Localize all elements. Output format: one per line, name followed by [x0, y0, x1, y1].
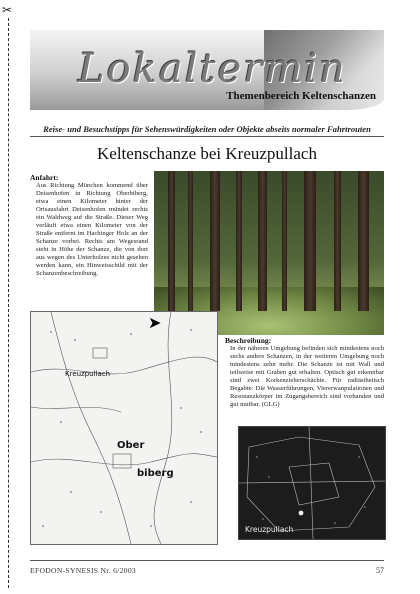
- footer-divider: [30, 560, 384, 561]
- anfahrt-text: Aus Richtung München kommend über Deisenhofen in Richtung Oberbiberg, etwa einen Kilometer hinter der Ortsausfahrt Deisenhofen mündet rechts ein Waldweg auf die Straße. Dieser Weg verläuft etwa einen Kilometer von der Straße entfernt im Hachinger Holz an der Schanze vorbei. Rechts am Wegesrand steht in Höhe der Schanze, die von dort aus wegen des Unterholzes nicht gesehen werden kann, ein Hinweisschild mit der Schanzenbeschreibung.: [36, 182, 148, 277]
- tree-trunk: [282, 171, 287, 311]
- beschreibung-text: In der näheren Umgebung befinden sich mindestens noch sechs andere Schanzen, in der weiteren Umgebung noch mindestens zehn mehr. Die Schanze ist mit Wall und teilweise mit Graben gut erhalten. Optisch gut erkennbar sind zwei Korkenzieherschächte. Für radiästhetisch Begabte: Die Wasserführungen, Viererwanpulationen und Resonanzkörper im Zugangsbereich sind vorhanden und gut mutbar. (GLG): [230, 345, 384, 408]
- survey-plan-label: Kreuzpullach: [245, 525, 294, 534]
- cut-line: [8, 18, 9, 588]
- tree-trunk: [188, 171, 193, 311]
- map-label-kreuzpullach: Kreuzpullach: [65, 370, 111, 378]
- map-label-biberg: biberg: [137, 468, 174, 479]
- tagline: Reise- und Besuchstipps für Sehenswürdigkeiten oder Objekte abseits normaler Fahrtrouten: [43, 124, 371, 134]
- survey-plan-drawing: [239, 427, 385, 539]
- beschreibung-heading: Beschreibung:: [225, 336, 272, 345]
- topic-subtitle: Themenbereich Keltenschanzen: [226, 90, 376, 102]
- survey-plan: [238, 426, 386, 540]
- arrow-pointer-icon: ➤: [148, 315, 162, 332]
- scissors-icon: ✂: [2, 3, 13, 17]
- page-number: 57: [376, 566, 384, 575]
- map-label-ober: Ober: [117, 440, 145, 451]
- publication-info: EFODON-SYNESIS Nr. 6/2003: [30, 566, 137, 575]
- anfahrt-heading: Anfahrt:: [30, 173, 59, 182]
- header-banner: [30, 30, 384, 110]
- article-headline: Keltenschanze bei Kreuzpullach: [97, 144, 317, 163]
- divider: [30, 136, 384, 137]
- tree-trunk: [334, 171, 341, 311]
- topographic-map: [30, 311, 218, 545]
- tree-trunk: [210, 171, 220, 311]
- tree-trunk: [168, 171, 175, 311]
- tree-trunk: [258, 171, 267, 311]
- tree-trunk: [358, 171, 369, 311]
- topographic-map-drawing: [31, 312, 217, 544]
- tree-trunk: [236, 171, 242, 311]
- magazine-section-title: Lokaltermin: [78, 46, 347, 92]
- tree-trunk: [304, 171, 316, 311]
